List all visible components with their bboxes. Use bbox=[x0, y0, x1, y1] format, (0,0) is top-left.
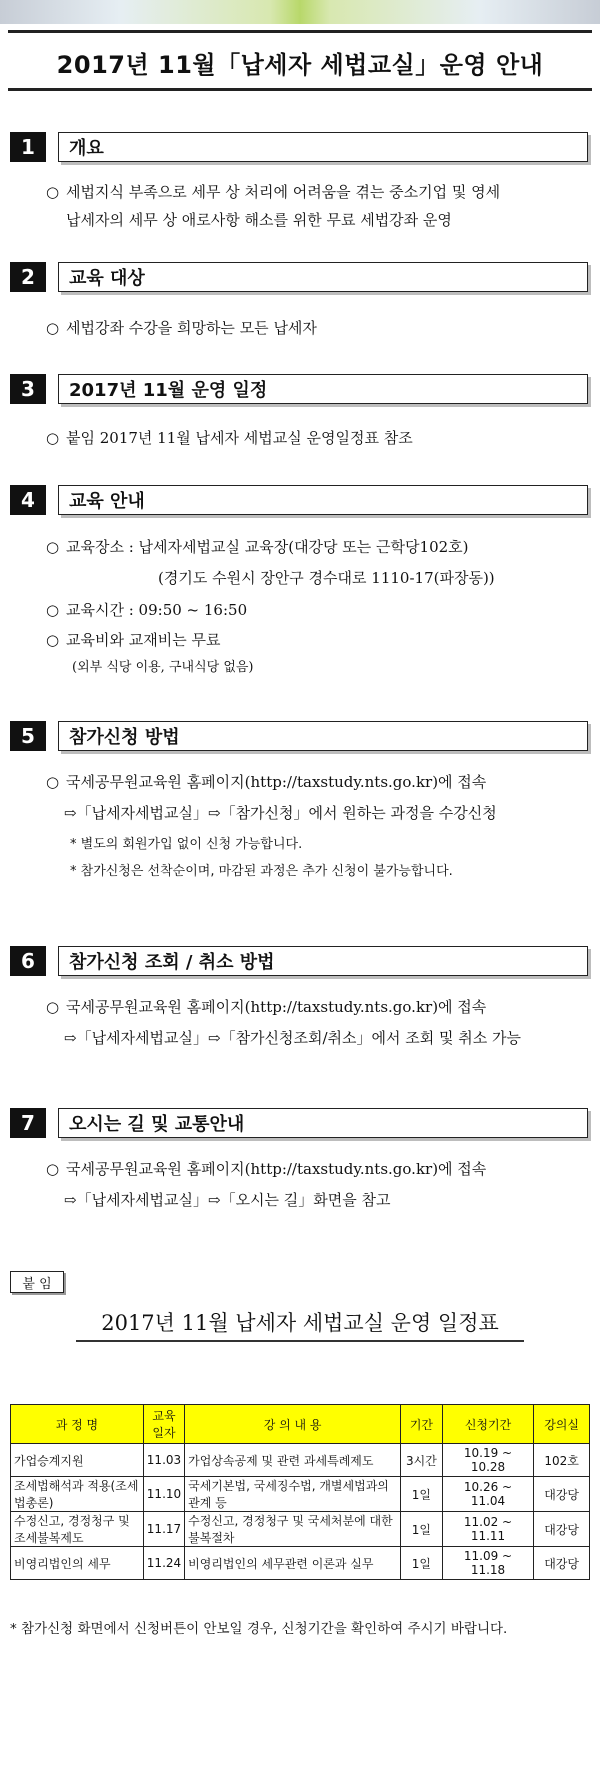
section-7-line-2: ⇨「납세자세법교실」⇨「오시는 길」화면을 참고 bbox=[64, 1191, 391, 1209]
section-6-line-1: ○ 국세공무원교육원 홈페이지(http://taxstudy.nts.go.kr)에 접속 bbox=[46, 998, 487, 1016]
bullet-icon: ○ bbox=[46, 601, 60, 619]
cell-date: 11.03 bbox=[143, 1444, 184, 1477]
cell-registration-period: 11.09 ~ 11.18 bbox=[442, 1547, 533, 1580]
schedule-title-underline bbox=[76, 1340, 524, 1342]
cell-duration: 1일 bbox=[401, 1512, 443, 1547]
cell-registration-period: 10.19 ~ 10.28 bbox=[442, 1444, 533, 1477]
section-5-note-1: * 별도의 회원가입 없이 신청 가능합니다. bbox=[70, 837, 303, 852]
bullet-icon: ○ bbox=[46, 183, 60, 201]
section-5-line-1: ○ 국세공무원교육원 홈페이지(http://taxstudy.nts.go.kr)에 접속 bbox=[46, 773, 487, 791]
section-2-number: 2 bbox=[10, 262, 46, 292]
section-6-line-2: ⇨「납세자세법교실」⇨「참가신청조회/취소」에서 조회 및 취소 가능 bbox=[64, 1029, 522, 1047]
cell-content: 수정신고, 경정청구 및 국세처분에 대한 불복절차 bbox=[185, 1512, 401, 1547]
header-course: 과 정 명 bbox=[11, 1405, 144, 1444]
header-duration: 기간 bbox=[401, 1405, 443, 1444]
cell-duration: 3시간 bbox=[401, 1444, 443, 1477]
cell-course: 조세법해석과 적용(조세법총론) bbox=[11, 1477, 144, 1512]
cell-duration: 1일 bbox=[401, 1477, 443, 1512]
section-2-line-1: ○ 세법강좌 수강을 희망하는 모든 납세자 bbox=[46, 319, 317, 337]
header-registration-period: 신청기간 bbox=[442, 1405, 533, 1444]
cell-room: 대강당 bbox=[534, 1547, 590, 1580]
cell-date: 11.10 bbox=[143, 1477, 184, 1512]
section-4-line-5: (외부 식당 이용, 구내식당 없음) bbox=[72, 660, 254, 675]
cell-date: 11.17 bbox=[143, 1512, 184, 1547]
cell-room: 대강당 bbox=[534, 1512, 590, 1547]
cell-course: 수정신고, 경정청구 및 조세불복제도 bbox=[11, 1512, 144, 1547]
table-row bbox=[11, 1444, 590, 1477]
section-1-number: 1 bbox=[10, 132, 46, 162]
attachment-label: 붙 임 bbox=[10, 1271, 64, 1293]
cell-duration: 1일 bbox=[401, 1547, 443, 1580]
section-5-number: 5 bbox=[10, 721, 46, 751]
cell-content: 국세기본법, 국세징수법, 개별세법과의 관계 등 bbox=[185, 1477, 401, 1512]
schedule-table bbox=[10, 1404, 590, 1580]
cell-registration-period: 10.26 ~ 11.04 bbox=[442, 1477, 533, 1512]
cell-date: 11.24 bbox=[143, 1547, 184, 1580]
title-bottom-rule bbox=[8, 88, 592, 91]
section-3-title: 2017년 11월 운영 일정 bbox=[58, 374, 588, 404]
bullet-icon: ○ bbox=[46, 631, 60, 649]
section-5-note-2: * 참가신청은 선착순이며, 마감된 과정은 추가 신청이 불가능합니다. bbox=[70, 864, 453, 879]
cell-registration-period: 11.02 ~ 11.11 bbox=[442, 1512, 533, 1547]
table-row bbox=[11, 1512, 590, 1547]
section-7-number: 7 bbox=[10, 1108, 46, 1138]
section-6-title: 참가신청 조회 / 취소 방법 bbox=[58, 946, 588, 976]
bullet-icon: ○ bbox=[46, 1160, 60, 1178]
section-3-number: 3 bbox=[10, 374, 46, 404]
bullet-icon: ○ bbox=[46, 538, 60, 556]
header-content: 강 의 내 용 bbox=[185, 1405, 401, 1444]
table-row bbox=[11, 1547, 590, 1580]
header-room: 강의실 bbox=[534, 1405, 590, 1444]
section-7-title: 오시는 길 및 교통안내 bbox=[58, 1108, 588, 1138]
cell-content: 비영리법인의 세무관련 이론과 실무 bbox=[185, 1547, 401, 1580]
section-5-line-2: ⇨「납세자세법교실」⇨「참가신청」에서 원하는 과정을 수강신청 bbox=[64, 804, 497, 822]
section-5-title: 참가신청 방법 bbox=[58, 721, 588, 751]
table-header-row bbox=[11, 1405, 590, 1444]
section-6-number: 6 bbox=[10, 946, 46, 976]
section-4-line-3: ○ 교육시간 : 09:50 ~ 16:50 bbox=[46, 601, 248, 619]
bullet-icon: ○ bbox=[46, 773, 60, 791]
cell-room: 102호 bbox=[534, 1444, 590, 1477]
decorative-top-bar bbox=[0, 0, 600, 24]
title-top-rule bbox=[8, 30, 592, 33]
bullet-icon: ○ bbox=[46, 319, 60, 337]
cell-content: 가업상속공제 및 관련 과세특례제도 bbox=[185, 1444, 401, 1477]
section-3-line-1: ○ 붙임 2017년 11월 납세자 세법교실 운영일정표 참조 bbox=[46, 429, 413, 447]
section-1-title: 개요 bbox=[58, 132, 588, 162]
section-4-title: 교육 안내 bbox=[58, 485, 588, 515]
footnote: * 참가신청 화면에서 신청버튼이 안보일 경우, 신청기간을 확인하여 주시기 바랍니다. bbox=[10, 1621, 508, 1637]
bullet-icon: ○ bbox=[46, 429, 60, 447]
cell-course: 비영리법인의 세무 bbox=[11, 1547, 144, 1580]
section-4-line-1: ○ 교육장소 : 납세자세법교실 교육장(대강당 또는 근학당102호) bbox=[46, 538, 469, 556]
section-4-line-2: (경기도 수원시 장안구 경수대로 1110-17(파장동)) bbox=[158, 569, 495, 587]
section-1-line-1: ○ 세법지식 부족으로 세무 상 처리에 어려움을 겪는 중소기업 및 영세 bbox=[46, 183, 501, 201]
cell-course: 가업승계지원 bbox=[11, 1444, 144, 1477]
table-row bbox=[11, 1477, 590, 1512]
cell-room: 대강당 bbox=[534, 1477, 590, 1512]
section-1-line-2: 납세자의 세무 상 애로사항 해소를 위한 무료 세법강좌 운영 bbox=[66, 211, 452, 229]
section-7-line-1: ○ 국세공무원교육원 홈페이지(http://taxstudy.nts.go.kr)에 접속 bbox=[46, 1160, 487, 1178]
page-title: 2017년 11월「납세자 세법교실」운영 안내 bbox=[56, 51, 544, 79]
section-4-line-4: ○ 교육비와 교재비는 무료 bbox=[46, 631, 221, 649]
header-date: 교육일자 bbox=[143, 1405, 184, 1444]
schedule-title: 2017년 11월 납세자 세법교실 운영 일정표 bbox=[101, 1311, 499, 1335]
section-2-title: 교육 대상 bbox=[58, 262, 588, 292]
bullet-icon: ○ bbox=[46, 998, 60, 1016]
section-4-number: 4 bbox=[10, 485, 46, 515]
